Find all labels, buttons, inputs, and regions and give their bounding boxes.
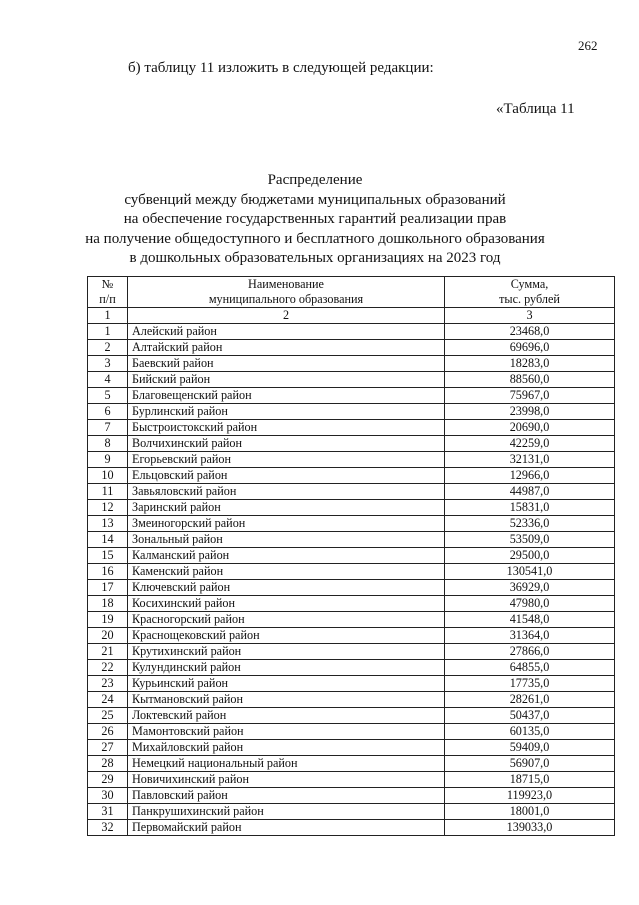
amount: 20690,0: [445, 420, 615, 436]
municipality-name: Павловский район: [128, 788, 445, 804]
table-row: [88, 436, 615, 452]
municipality-name: Новичихинский район: [128, 772, 445, 788]
row-number: 11: [88, 484, 128, 500]
amount: 75967,0: [445, 388, 615, 404]
amount: 12966,0: [445, 468, 615, 484]
table-row: [88, 644, 615, 660]
row-number: 14: [88, 532, 128, 548]
row-number: 13: [88, 516, 128, 532]
header-sum: [445, 277, 615, 308]
table-row: [88, 596, 615, 612]
row-number: 5: [88, 388, 128, 404]
amount: 28261,0: [445, 692, 615, 708]
municipality-name: Каменский район: [128, 564, 445, 580]
page-number: 262: [578, 38, 598, 53]
table-row: [88, 772, 615, 788]
title-line: на получение общедоступного и бесплатного дошкольного образования: [85, 230, 545, 247]
amount: 60135,0: [445, 724, 615, 740]
row-number: 15: [88, 548, 128, 564]
table-row: [88, 628, 615, 644]
row-number: 25: [88, 708, 128, 724]
column-number: 2: [128, 308, 445, 324]
municipality-name: Бурлинский район: [128, 404, 445, 420]
amount: 41548,0: [445, 612, 615, 628]
table-row: [88, 340, 615, 356]
amount: 88560,0: [445, 372, 615, 388]
amount: 15831,0: [445, 500, 615, 516]
amount: 119923,0: [445, 788, 615, 804]
table-row: [88, 324, 615, 340]
header-num: [88, 277, 128, 308]
table-row: [88, 788, 615, 804]
row-number: 1: [88, 324, 128, 340]
header-num-line1: №: [101, 277, 114, 291]
document-title: [80, 171, 550, 269]
table-header-row: [88, 277, 615, 308]
municipality-name: Крутихинский район: [128, 644, 445, 660]
row-number: 21: [88, 644, 128, 660]
table-row: [88, 804, 615, 820]
table-row: [88, 484, 615, 500]
row-number: 32: [88, 820, 128, 836]
row-number: 6: [88, 404, 128, 420]
row-number: 29: [88, 772, 128, 788]
amount: 64855,0: [445, 660, 615, 676]
municipality-name: Волчихинский район: [128, 436, 445, 452]
municipality-name: Змеиногорский район: [128, 516, 445, 532]
amount: 69696,0: [445, 340, 615, 356]
amount: 23468,0: [445, 324, 615, 340]
table-row: [88, 356, 615, 372]
row-number: 24: [88, 692, 128, 708]
title-line: Распределение: [267, 172, 363, 188]
row-number: 22: [88, 660, 128, 676]
row-number: 12: [88, 500, 128, 516]
table-row: [88, 500, 615, 516]
amount: 59409,0: [445, 740, 615, 756]
table-row: [88, 756, 615, 772]
title-line: субвенций между бюджетами муниципальных образований: [124, 191, 506, 208]
municipality-name: Курьинский район: [128, 676, 445, 692]
row-number: 8: [88, 436, 128, 452]
subvention-table: [87, 276, 615, 836]
table-row: [88, 388, 615, 404]
header-sum-line1: Сумма,: [510, 277, 549, 291]
amount: 56907,0: [445, 756, 615, 772]
row-number: 2: [88, 340, 128, 356]
row-number: 9: [88, 452, 128, 468]
table-row: [88, 692, 615, 708]
municipality-name: Заринский район: [128, 500, 445, 516]
amount: 17735,0: [445, 676, 615, 692]
amount: 23998,0: [445, 404, 615, 420]
row-number: 16: [88, 564, 128, 580]
municipality-name: Бийский район: [128, 372, 445, 388]
row-number: 18: [88, 596, 128, 612]
table-row: [88, 452, 615, 468]
municipality-name: Алейский район: [128, 324, 445, 340]
amount: 18283,0: [445, 356, 615, 372]
table-row: [88, 404, 615, 420]
header-sum-line2: тыс. рублей: [499, 292, 560, 306]
row-number: 31: [88, 804, 128, 820]
municipality-name: Красногорский район: [128, 612, 445, 628]
header-name: [128, 277, 445, 308]
row-number: 19: [88, 612, 128, 628]
table-row: [88, 420, 615, 436]
table-row: [88, 724, 615, 740]
table-row: [88, 548, 615, 564]
municipality-name: Благовещенский район: [128, 388, 445, 404]
municipality-name: Краснощековский район: [128, 628, 445, 644]
column-number-row: [88, 308, 615, 324]
municipality-name: Немецкий национальный район: [128, 756, 445, 772]
amount: 52336,0: [445, 516, 615, 532]
table-row: [88, 612, 615, 628]
municipality-name: Кытмановский район: [128, 692, 445, 708]
table-row: [88, 660, 615, 676]
municipality-name: Панкрушихинский район: [128, 804, 445, 820]
municipality-name: Первомайский район: [128, 820, 445, 836]
municipality-name: Мамонтовский район: [128, 724, 445, 740]
municipality-name: Косихинский район: [128, 596, 445, 612]
table-row: [88, 516, 615, 532]
table-body: [88, 324, 615, 836]
amount: 32131,0: [445, 452, 615, 468]
municipality-name: Ельцовский район: [128, 468, 445, 484]
column-number: 1: [88, 308, 128, 324]
amount: 130541,0: [445, 564, 615, 580]
row-number: 17: [88, 580, 128, 596]
header-name-line2: муниципального образования: [208, 292, 364, 306]
amount: 44987,0: [445, 484, 615, 500]
amount: 18715,0: [445, 772, 615, 788]
municipality-name: Ключевский район: [128, 580, 445, 596]
table-row: [88, 820, 615, 836]
municipality-name: Локтевский район: [128, 708, 445, 724]
table-row: [88, 564, 615, 580]
table-row: [88, 468, 615, 484]
row-number: 3: [88, 356, 128, 372]
table-reference: «Таблица 11: [496, 101, 575, 117]
table-row: [88, 740, 615, 756]
row-number: 30: [88, 788, 128, 804]
header-num-line2: п/п: [99, 292, 116, 306]
header-name-line1: Наименование: [248, 277, 324, 291]
row-number: 28: [88, 756, 128, 772]
row-number: 7: [88, 420, 128, 436]
row-number: 26: [88, 724, 128, 740]
row-number: 4: [88, 372, 128, 388]
municipality-name: Завьяловский район: [128, 484, 445, 500]
amount: 29500,0: [445, 548, 615, 564]
title-line: на обеспечение государственных гарантий реализации прав: [123, 211, 507, 227]
table-row: [88, 372, 615, 388]
municipality-name: Зональный район: [128, 532, 445, 548]
amount: 42259,0: [445, 436, 615, 452]
amount: 31364,0: [445, 628, 615, 644]
table-row: [88, 708, 615, 724]
municipality-name: Быстроистокский район: [128, 420, 445, 436]
intro-text: б) таблицу 11 изложить в следующей редакции:: [128, 60, 434, 76]
row-number: 20: [88, 628, 128, 644]
row-number: 10: [88, 468, 128, 484]
municipality-name: Калманский район: [128, 548, 445, 564]
amount: 53509,0: [445, 532, 615, 548]
municipality-name: Кулундинский район: [128, 660, 445, 676]
column-number: 3: [445, 308, 615, 324]
municipality-name: Михайловский район: [128, 740, 445, 756]
table-row: [88, 676, 615, 692]
municipality-name: Егорьевский район: [128, 452, 445, 468]
title-line: в дошкольных образовательных организациях на 2023 год: [129, 250, 501, 266]
amount: 36929,0: [445, 580, 615, 596]
row-number: 27: [88, 740, 128, 756]
amount: 27866,0: [445, 644, 615, 660]
amount: 47980,0: [445, 596, 615, 612]
municipality-name: Баевский район: [128, 356, 445, 372]
table-row: [88, 532, 615, 548]
table-row: [88, 580, 615, 596]
amount: 18001,0: [445, 804, 615, 820]
amount: 50437,0: [445, 708, 615, 724]
amount: 139033,0: [445, 820, 615, 836]
municipality-name: Алтайский район: [128, 340, 445, 356]
row-number: 23: [88, 676, 128, 692]
